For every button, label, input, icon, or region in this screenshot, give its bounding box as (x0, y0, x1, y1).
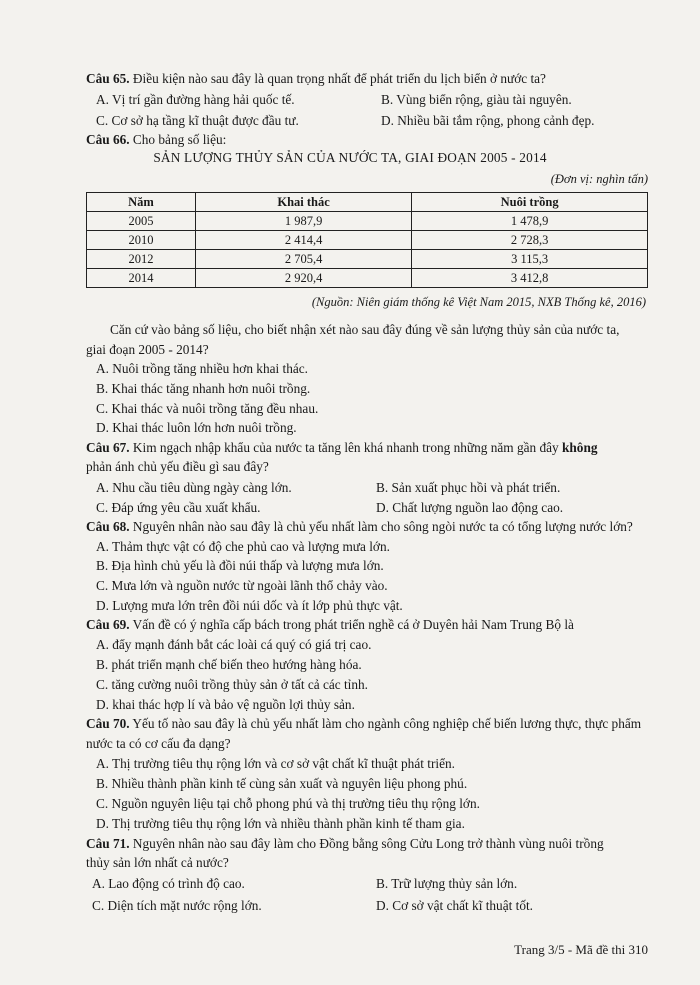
option-70-a: A. Thị trường tiêu thụ rộng lớn và cơ sở vật chất kĩ thuật phát triển. (96, 756, 455, 771)
question-label: Câu 67. (86, 440, 130, 455)
cell-year: 2012 (87, 250, 196, 269)
question-emphasis: không (562, 440, 598, 455)
table-title: SẢN LƯỢNG THỦY SẢN CỦA NƯỚC TA, GIAI ĐOẠN 2005 - 2014 (153, 150, 547, 165)
question-label: Câu 68. (86, 519, 130, 534)
option-68-b: B. Địa hình chủ yếu là đồi núi thấp và lượng mưa lớn. (96, 558, 384, 573)
option-69-b: B. phát triển mạnh chế biến theo hướng hàng hóa. (96, 657, 362, 672)
cell-fishing: 2 705,4 (196, 250, 412, 269)
header-fishing: Khai thác (196, 193, 412, 212)
option-69-d: D. khai thác hợp lí và bảo vệ nguồn lợi thủy sản. (96, 697, 355, 712)
cell-aquaculture: 2 728,3 (412, 231, 648, 250)
question-70-line-2: nước ta có cơ cấu đa dạng? (86, 736, 231, 751)
option-65-a: A. Vị trí gần đường hàng hải quốc tế. (96, 92, 295, 107)
question-68 (86, 518, 633, 535)
question-71-line-2: thủy sản lớn nhất cả nước? (86, 855, 229, 870)
cell-year: 2005 (87, 212, 196, 231)
question-text: Điều kiện nào sau đây là quan trọng nhất để phát triển du lịch biển ở nước ta? (129, 71, 546, 86)
option-66-a: A. Nuôi trồng tăng nhiều hơn khai thác. (96, 361, 308, 376)
cell-aquaculture: 3 115,3 (412, 250, 648, 269)
cell-year: 2014 (87, 269, 196, 288)
question-label: Câu 70. (86, 716, 130, 731)
option-67-b: B. Sản xuất phục hồi và phát triển. (376, 480, 561, 495)
cell-fishing: 2 414,4 (196, 231, 412, 250)
option-65-b: B. Vùng biển rộng, giàu tài nguyên. (381, 92, 572, 107)
question-text: Yếu tố nào sau đây là chủ yếu nhất làm cho ngành công nghiệp chế biến lương thực, thực phẩm (129, 716, 642, 731)
question-label: Câu 66. (86, 132, 130, 147)
cell-aquaculture: 1 478,9 (412, 212, 648, 231)
cell-fishing: 2 920,4 (196, 269, 412, 288)
page-footer: Trang 3/5 - Mã đề thi 310 (514, 942, 648, 957)
question-label: Câu 65. (86, 71, 130, 86)
question-67 (86, 439, 598, 456)
option-70-c: C. Nguồn nguyên liệu tại chỗ phong phú và thị trường tiêu thụ rộng lớn. (96, 796, 480, 811)
question-66-stem-2: giai đoạn 2005 - 2014? (86, 342, 209, 357)
question-66 (86, 131, 226, 148)
question-text: Cho bảng số liệu: (129, 132, 227, 147)
question-text: Vấn đề có ý nghĩa cấp bách trong phát triển nghề cá ở Duyên hải Nam Trung Bộ là (129, 617, 574, 632)
option-71-c: C. Diện tích mặt nước rộng lớn. (92, 898, 262, 913)
option-67-a: A. Nhu cầu tiêu dùng ngày càng lớn. (96, 480, 292, 495)
question-text: Nguyên nhân nào sau đây là chủ yếu nhất làm cho sông ngòi nước ta có tổng lượng nước lớn? (129, 519, 633, 534)
question-text: Kim ngạch nhập khẩu của nước ta tăng lên khá nhanh trong những năm gần đây (129, 440, 563, 455)
table-header-row (87, 193, 648, 212)
option-66-d: D. Khai thác luôn lớn hơn nuôi trồng. (96, 420, 297, 435)
option-66-b: B. Khai thác tăng nhanh hơn nuôi trồng. (96, 381, 311, 396)
option-71-a: A. Lao động có trình độ cao. (92, 876, 245, 891)
table-row (87, 250, 648, 269)
header-year: Năm (87, 193, 196, 212)
question-text: Nguyên nhân nào sau đây làm cho Đồng bằng sông Cửu Long trở thành vùng nuôi trồng (129, 836, 604, 851)
option-65-c: C. Cơ sở hạ tầng kĩ thuật được đầu tư. (96, 113, 299, 128)
question-69 (86, 616, 574, 633)
cell-fishing: 1 987,9 (196, 212, 412, 231)
option-69-c: C. tăng cường nuôi trồng thủy sản ở tất cả các tỉnh. (96, 677, 369, 692)
table-unit: (Đơn vị: nghìn tấn) (550, 172, 648, 186)
option-71-b: B. Trữ lượng thủy sản lớn. (376, 876, 518, 891)
question-65 (86, 70, 546, 87)
question-label: Câu 69. (86, 617, 130, 632)
table-row (87, 212, 648, 231)
option-70-d: D. Thị trường tiêu thụ rộng lớn và nhiều thành phần kinh tế tham gia. (96, 816, 465, 831)
question-71 (86, 835, 604, 852)
question-67-line-2: phản ánh chủ yếu điều gì sau đây? (86, 459, 269, 474)
option-70-b: B. Nhiều thành phần kinh tế cùng sản xuất và nguyên liệu phong phú. (96, 776, 468, 791)
table-row (87, 269, 648, 288)
table-row (87, 231, 648, 250)
option-68-d: D. Lượng mưa lớn trên đồi núi dốc và ít lớp phủ thực vật. (96, 598, 403, 613)
question-70 (86, 715, 641, 732)
option-68-a: A. Thảm thực vật có độ che phủ cao và lượng mưa lớn. (96, 539, 390, 554)
cell-year: 2010 (87, 231, 196, 250)
option-68-c: C. Mưa lớn và nguồn nước từ ngoài lãnh thổ chảy vào. (96, 578, 388, 593)
option-67-d: D. Chất lượng nguồn lao động cao. (376, 500, 564, 515)
table-source: (Nguồn: Niên giám thống kê Việt Nam 2015, NXB Thống kê, 2016) (311, 295, 646, 309)
option-71-d: D. Cơ sở vật chất kĩ thuật tốt. (376, 898, 533, 913)
option-69-a: A. đẩy mạnh đánh bắt các loài cá quý có giá trị cao. (96, 637, 372, 652)
question-66-stem-1: Căn cứ vào bảng số liệu, cho biết nhận xét nào sau đây đúng về sản lượng thủy sản của nước ta, (110, 322, 620, 337)
data-table (86, 192, 648, 288)
option-65-d: D. Nhiều bãi tắm rộng, phong cảnh đẹp. (381, 113, 595, 128)
option-66-c: C. Khai thác và nuôi trồng tăng đều nhau. (96, 401, 319, 416)
option-67-c: C. Đáp ứng yêu cầu xuất khẩu. (96, 500, 261, 515)
question-label: Câu 71. (86, 836, 130, 851)
cell-aquaculture: 3 412,8 (412, 269, 648, 288)
header-aquaculture: Nuôi trồng (412, 193, 648, 212)
